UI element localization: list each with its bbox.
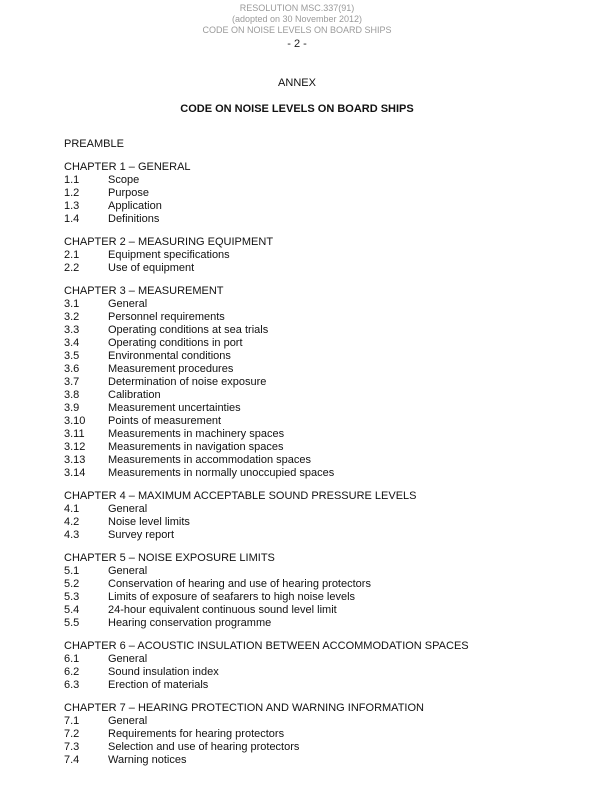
toc-item: [64, 454, 564, 467]
chapter-section: [64, 285, 564, 480]
toc-item: [64, 262, 564, 275]
toc-item-text: Measurement uncertainties: [108, 402, 241, 414]
toc-item-number: 3.5: [64, 350, 80, 362]
toc-item-number: 2.2: [64, 262, 80, 274]
toc-item: [64, 363, 564, 376]
toc-item-number: 7.1: [64, 715, 80, 727]
chapter-title: CHAPTER 6 – ACOUSTIC INSULATION BETWEEN ACCOMMODATION SPACES: [64, 640, 469, 652]
preamble-heading: PREAMBLE: [64, 138, 124, 150]
toc-item-text: Points of measurement: [108, 415, 222, 427]
toc-item-number: 3.4: [64, 337, 80, 349]
toc-item: [64, 213, 564, 226]
toc-item-number: 5.5: [64, 617, 80, 629]
toc-item: [64, 187, 564, 200]
toc-item: [64, 666, 564, 679]
toc-item: [64, 617, 564, 630]
toc-item-text: Warning notices: [108, 754, 187, 766]
toc-item-number: 2.1: [64, 249, 80, 261]
toc-item: [64, 389, 564, 402]
chapter-title: CHAPTER 5 – NOISE EXPOSURE LIMITS: [64, 552, 275, 564]
toc-item-text: 24-hour equivalent continuous sound level limit: [108, 604, 337, 616]
toc-item-number: 1.3: [64, 200, 80, 212]
chapter-title: CHAPTER 4 – MAXIMUM ACCEPTABLE SOUND PRESSURE LEVELS: [64, 490, 417, 502]
toc-item-number: 6.3: [64, 679, 80, 691]
toc-item: [64, 591, 564, 604]
chapter-section: [64, 702, 564, 767]
toc-item-number: 4.3: [64, 529, 80, 541]
toc-item: [64, 441, 564, 454]
toc-item-number: 4.2: [64, 516, 80, 528]
toc-item-number: 3.11: [64, 428, 85, 440]
toc-item-number: 5.2: [64, 578, 80, 590]
toc-item-number: 1.4: [64, 213, 80, 225]
toc-item-number: 3.3: [64, 324, 80, 336]
toc-item-text: Definitions: [108, 213, 160, 225]
toc-item: [64, 311, 564, 324]
chapter-section: [64, 552, 564, 630]
chapter-section: [64, 161, 564, 226]
toc-item: [64, 376, 564, 389]
toc-item: [64, 350, 564, 363]
toc-item-text: Application: [108, 200, 162, 212]
toc-item-text: Operating conditions at sea trials: [108, 324, 269, 336]
toc-item-text: General: [108, 298, 148, 310]
toc-item-number: 7.3: [64, 741, 80, 753]
toc-item: [64, 402, 564, 415]
header-code-title: CODE ON NOISE LEVELS ON BOARD SHIPS: [202, 25, 392, 35]
toc-item-text: Survey report: [108, 529, 175, 541]
toc-item: [64, 604, 564, 617]
toc-item: [64, 200, 564, 213]
document-title: CODE ON NOISE LEVELS ON BOARD SHIPS: [180, 103, 414, 115]
toc-item-number: 3.10: [64, 415, 86, 427]
toc-item-text: Erection of materials: [108, 679, 209, 691]
toc-item-text: Use of equipment: [108, 262, 195, 274]
page-number: - 2 -: [287, 38, 307, 50]
toc-item: [64, 337, 564, 350]
chapter-section: [64, 640, 564, 692]
table-of-contents: [64, 138, 564, 777]
toc-item: [64, 516, 564, 529]
toc-item: [64, 324, 564, 337]
toc-item-text: Measurements in navigation spaces: [108, 441, 284, 453]
toc-item-text: Scope: [108, 174, 140, 186]
chapter-title: CHAPTER 1 – GENERAL: [64, 161, 191, 173]
toc-item-number: 3.1: [64, 298, 80, 310]
toc-item-text: Sound insulation index: [108, 666, 219, 678]
toc-item-number: 1.2: [64, 187, 80, 199]
toc-item-text: Personnel requirements: [108, 311, 225, 323]
toc-item: [64, 249, 564, 262]
toc-item-text: General: [108, 503, 148, 515]
toc-item-text: Hearing conservation programme: [108, 617, 272, 629]
toc-item-number: 4.1: [64, 503, 80, 515]
toc-item-number: 5.4: [64, 604, 80, 616]
toc-item-number: 3.13: [64, 454, 86, 466]
toc-item-text: General: [108, 715, 148, 727]
toc-item: [64, 565, 564, 578]
toc-item-text: Conservation of hearing and use of hearing protectors: [108, 578, 371, 590]
toc-item: [64, 467, 564, 480]
toc-item: [64, 174, 564, 187]
chapter-section: [64, 490, 564, 542]
toc-item-number: 3.9: [64, 402, 80, 414]
toc-item-number: 3.8: [64, 389, 80, 401]
toc-item-number: 3.2: [64, 311, 80, 323]
toc-item-text: Operating conditions in port: [108, 337, 243, 349]
toc-item-number: 7.4: [64, 754, 80, 766]
toc-item-text: Purpose: [108, 187, 149, 199]
toc-item-text: Selection and use of hearing protectors: [108, 741, 300, 753]
chapter-title: CHAPTER 3 – MEASUREMENT: [64, 285, 224, 297]
page-header: [0, 3, 594, 51]
toc-item-number: 3.14: [64, 467, 86, 479]
toc-item-text: General: [108, 565, 148, 577]
toc-item-text: Measurements in normally unoccupied spaces: [108, 467, 335, 479]
toc-item: [64, 503, 564, 516]
toc-item-text: Calibration: [108, 389, 161, 401]
toc-item-text: Measurements in machinery spaces: [108, 428, 285, 440]
toc-item-text: Determination of noise exposure: [108, 376, 267, 388]
header-resolution: RESOLUTION MSC.337(91): [239, 3, 355, 13]
toc-item: [64, 728, 564, 741]
toc-item-number: 6.2: [64, 666, 80, 678]
toc-item-number: 5.1: [64, 565, 80, 577]
toc-item-number: 1.1: [64, 174, 80, 186]
toc-item: [64, 679, 564, 692]
toc-item: [64, 415, 564, 428]
toc-item: [64, 578, 564, 591]
toc-item-number: 3.6: [64, 363, 80, 375]
toc-item-number: 7.2: [64, 728, 80, 740]
toc-item: [64, 653, 564, 666]
toc-item-number: 6.1: [64, 653, 80, 665]
toc-item: [64, 428, 564, 441]
annex-heading: ANNEX: [278, 77, 316, 89]
header-adopted: (adopted on 30 November 2012): [231, 14, 363, 24]
toc-item-text: Environmental conditions: [108, 350, 231, 362]
toc-item-text: Limits of exposure of seafarers to high noise levels: [108, 591, 356, 603]
toc-item-number: 3.7: [64, 376, 80, 388]
toc-item-text: Measurements in accommodation spaces: [108, 454, 311, 466]
chapter-title: CHAPTER 7 – HEARING PROTECTION AND WARNING INFORMATION: [64, 702, 424, 714]
toc-item-text: General: [108, 653, 148, 665]
toc-item-number: 5.3: [64, 591, 80, 603]
chapter-title: CHAPTER 2 – MEASURING EQUIPMENT: [64, 236, 274, 248]
toc-item: [64, 715, 564, 728]
toc-item: [64, 754, 564, 767]
toc-item: [64, 298, 564, 311]
toc-item-text: Requirements for hearing protectors: [108, 728, 285, 740]
toc-item-text: Noise level limits: [108, 516, 190, 528]
toc-item-text: Measurement procedures: [108, 363, 234, 375]
toc-item-text: Equipment specifications: [108, 249, 230, 261]
chapter-section: [64, 236, 564, 275]
toc-item: [64, 741, 564, 754]
toc-item: [64, 529, 564, 542]
toc-item-number: 3.12: [64, 441, 86, 453]
